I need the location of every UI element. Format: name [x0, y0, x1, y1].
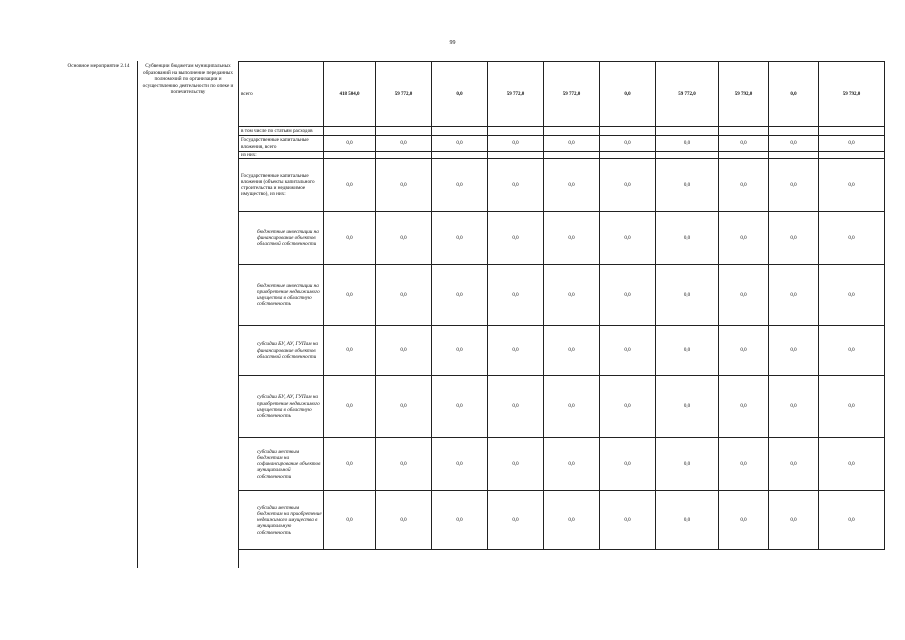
table-row	[239, 159, 885, 212]
value-cell: 59 772,0	[544, 62, 600, 127]
value-cell: 0,0	[324, 212, 376, 265]
value-cell: 0,0	[719, 491, 769, 550]
value-cell: 0,0	[544, 136, 600, 152]
value-cell: 0,0	[488, 265, 544, 326]
value-cell: 0,0	[769, 438, 819, 491]
value-cell: 0,0	[432, 438, 488, 491]
value-cell: 0,0	[432, 491, 488, 550]
value-cell: 0,0	[376, 159, 432, 212]
row-label: субсидии БУ, АУ, ГУПам на финансирование объектов областной собственности	[239, 326, 324, 376]
value-cell: 0,0	[600, 438, 656, 491]
value-cell: 0,0	[719, 212, 769, 265]
page-number: 99	[449, 40, 456, 46]
value-cell: 0,0	[488, 491, 544, 550]
value-cell: 0,0	[600, 62, 656, 127]
value-cell: 0,0	[376, 376, 432, 438]
main-event-column	[60, 61, 138, 568]
value-cell	[656, 127, 719, 136]
value-cell: 0,0	[719, 376, 769, 438]
table-row	[239, 438, 885, 491]
value-cell: 0,0	[324, 376, 376, 438]
value-cell: 0,0	[376, 265, 432, 326]
row-label: в том числе по статьям расходов	[239, 127, 324, 136]
description-column	[138, 61, 239, 568]
description-text: Субвенции бюджетам муниципальных образований на выполнение переданных полномочий по организации и осуществлению деятельности по опеке и попечительству	[142, 63, 234, 95]
value-cell: 0,0	[432, 376, 488, 438]
value-cell: 0,0	[488, 212, 544, 265]
value-cell: 0,0	[324, 265, 376, 326]
value-cell	[819, 152, 885, 159]
value-cell: 0,0	[719, 159, 769, 212]
row-label: субсидии местным бюджетам на приобретение недвижимого имущества в муниципальную собственность	[239, 491, 324, 550]
value-cell: 0,0	[600, 326, 656, 376]
table-row	[239, 127, 885, 136]
table-row	[239, 152, 885, 159]
value-cell: 0,0	[819, 265, 885, 326]
value-cell: 0,0	[376, 491, 432, 550]
value-cell: 0,0	[376, 326, 432, 376]
row-label: Государственные капитальные вложения (объекты капитального строительства и недвижимое имущество), из них:	[239, 159, 324, 212]
value-cell: 0,0	[376, 438, 432, 491]
value-cell: 0,0	[432, 326, 488, 376]
value-cell: 0,0	[432, 212, 488, 265]
value-cell: 0,0	[819, 438, 885, 491]
table-row	[239, 212, 885, 265]
value-cell	[324, 127, 376, 136]
table-row	[239, 326, 885, 376]
value-cell: 0,0	[324, 438, 376, 491]
value-cell	[656, 152, 719, 159]
value-cell: 0,0	[656, 376, 719, 438]
value-cell: 0,0	[324, 136, 376, 152]
value-cell: 0,0	[432, 62, 488, 127]
value-cell	[544, 127, 600, 136]
value-cell	[376, 127, 432, 136]
value-cell	[488, 152, 544, 159]
value-cell: 0,0	[600, 491, 656, 550]
value-cell: 0,0	[600, 376, 656, 438]
value-cell: 418 504,0	[324, 62, 376, 127]
value-cell: 59 792,0	[719, 62, 769, 127]
value-cell: 59 772,0	[376, 62, 432, 127]
table-body	[239, 62, 885, 550]
value-cell: 0,0	[544, 326, 600, 376]
value-cell: 59 772,0	[488, 62, 544, 127]
value-cell: 0,0	[769, 136, 819, 152]
value-cell: 0,0	[600, 159, 656, 212]
value-cell	[544, 152, 600, 159]
table-row	[239, 62, 885, 127]
value-cell: 0,0	[819, 326, 885, 376]
value-cell: 0,0	[769, 376, 819, 438]
value-cell	[376, 152, 432, 159]
value-cell: 0,0	[769, 491, 819, 550]
value-cell: 0,0	[769, 265, 819, 326]
value-cell: 0,0	[769, 62, 819, 127]
value-cell	[769, 127, 819, 136]
value-cell: 0,0	[376, 136, 432, 152]
value-cell	[488, 127, 544, 136]
value-cell: 0,0	[819, 491, 885, 550]
budget-table	[238, 61, 885, 550]
value-cell: 0,0	[324, 159, 376, 212]
value-cell: 59 792,0	[819, 62, 885, 127]
value-cell	[719, 127, 769, 136]
value-cell: 0,0	[719, 438, 769, 491]
value-cell: 0,0	[544, 491, 600, 550]
value-cell: 0,0	[488, 438, 544, 491]
value-cell: 0,0	[719, 265, 769, 326]
value-cell: 0,0	[324, 326, 376, 376]
value-cell	[819, 127, 885, 136]
value-cell: 0,0	[488, 159, 544, 212]
value-cell: 0,0	[324, 491, 376, 550]
value-cell: 0,0	[376, 212, 432, 265]
value-cell: 0,0	[656, 159, 719, 212]
value-cell: 0,0	[600, 136, 656, 152]
value-cell	[432, 127, 488, 136]
value-cell: 0,0	[544, 159, 600, 212]
row-label: бюджетные инвестиции на финансирование объектов областной собственности	[239, 212, 324, 265]
table-row	[239, 491, 885, 550]
value-cell	[719, 152, 769, 159]
row-label: субсидии БУ, АУ, ГУПам на приобретение недвижимого имущества в областную собственность	[239, 376, 324, 438]
main-event-label: Основное мероприятие 2.14	[67, 63, 130, 69]
value-cell: 0,0	[600, 265, 656, 326]
value-cell: 0,0	[656, 136, 719, 152]
value-cell	[600, 152, 656, 159]
value-cell: 0,0	[488, 136, 544, 152]
value-cell: 0,0	[819, 376, 885, 438]
value-cell: 0,0	[656, 438, 719, 491]
value-cell	[769, 152, 819, 159]
value-cell: 59 772,0	[656, 62, 719, 127]
table-row	[239, 265, 885, 326]
value-cell: 0,0	[769, 326, 819, 376]
value-cell: 0,0	[769, 159, 819, 212]
row-label: всего	[239, 62, 324, 127]
value-cell: 0,0	[719, 326, 769, 376]
value-cell: 0,0	[600, 212, 656, 265]
value-cell: 0,0	[656, 491, 719, 550]
value-cell	[432, 152, 488, 159]
row-label: субсидии местным бюджетам на софинансирование объектов муниципальной собственности	[239, 438, 324, 491]
value-cell	[600, 127, 656, 136]
value-cell: 0,0	[488, 326, 544, 376]
value-cell: 0,0	[544, 212, 600, 265]
value-cell: 0,0	[432, 265, 488, 326]
value-cell: 0,0	[819, 159, 885, 212]
value-cell: 0,0	[544, 376, 600, 438]
value-cell: 0,0	[656, 212, 719, 265]
value-cell: 0,0	[488, 376, 544, 438]
value-cell: 0,0	[432, 159, 488, 212]
table-row	[239, 136, 885, 152]
value-cell: 0,0	[656, 326, 719, 376]
value-cell: 0,0	[544, 265, 600, 326]
value-cell: 0,0	[432, 136, 488, 152]
table-row	[239, 376, 885, 438]
value-cell: 0,0	[544, 438, 600, 491]
value-cell: 0,0	[819, 212, 885, 265]
value-cell: 0,0	[769, 212, 819, 265]
value-cell	[324, 152, 376, 159]
value-cell: 0,0	[719, 136, 769, 152]
value-cell: 0,0	[819, 136, 885, 152]
value-cell: 0,0	[656, 265, 719, 326]
row-label: Государственные капитальные вложения, всего	[239, 136, 324, 152]
row-label: бюджетные инвестиции на приобретение недвижимого имущества в областную собственность	[239, 265, 324, 326]
row-label: из них:	[239, 152, 324, 159]
